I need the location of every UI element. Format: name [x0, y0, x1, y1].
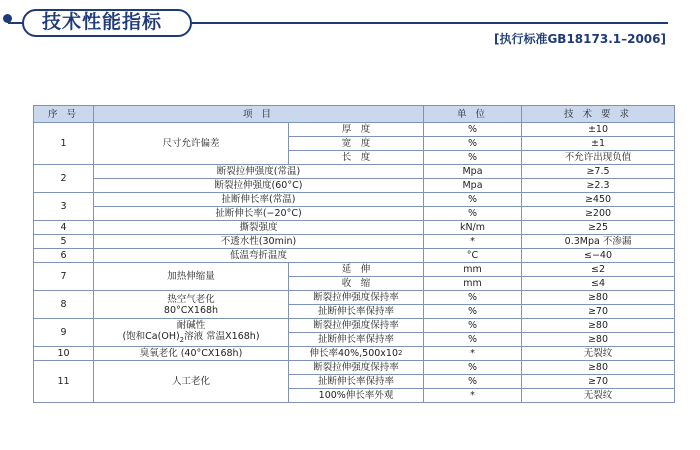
unit-cell: Mpa — [424, 179, 522, 193]
item-cell: 不透水性(30min) — [94, 235, 424, 249]
table-row — [34, 179, 675, 193]
item-cell: 撕裂强度 — [94, 221, 424, 235]
sub-item: 厚 度 — [289, 123, 424, 137]
requirement-cell: ≥80 — [522, 291, 675, 305]
requirement-cell: ≤2 — [522, 263, 675, 277]
sub-item-text: 伸长率40%,500x10 — [309, 348, 398, 359]
requirement-cell: ≥80 — [522, 361, 675, 375]
requirement-cell: ≥70 — [522, 375, 675, 389]
item-group-line: 热空气老化 — [167, 293, 215, 305]
requirement-cell: ≥80 — [522, 333, 675, 347]
unit-cell: % — [424, 375, 522, 389]
row-number: 11 — [34, 361, 94, 403]
table-row — [34, 123, 675, 137]
item-group: 加热伸缩量 — [94, 263, 289, 291]
item-cell: 低温弯折温度 — [94, 249, 424, 263]
table-row — [34, 235, 675, 249]
col-header-unit: 单 位 — [424, 106, 522, 123]
table-row — [34, 291, 675, 305]
requirement-cell: 无裂纹 — [522, 347, 675, 361]
col-header-requirement: 技 术 要 求 — [522, 106, 675, 123]
table-row — [34, 193, 675, 207]
requirement-cell: ±10 — [522, 123, 675, 137]
condition-text: 溶液 常温X168h) — [184, 330, 260, 342]
requirement-cell: ≤−40 — [522, 249, 675, 263]
row-number: 2 — [34, 165, 94, 193]
sub-item: 收 缩 — [289, 277, 424, 291]
table-header-row — [34, 106, 675, 123]
requirement-cell: 0.3Mpa 不渗漏 — [522, 235, 675, 249]
table-row — [34, 221, 675, 235]
col-header-item: 项 目 — [94, 106, 424, 123]
sub-item: 宽 度 — [289, 137, 424, 151]
row-number: 4 — [34, 221, 94, 235]
sub-item: 断裂拉伸强度保持率 — [289, 319, 424, 333]
table-row — [34, 263, 675, 277]
item-group-condition: 80°CX168h — [163, 304, 219, 316]
row-number: 9 — [34, 319, 94, 347]
row-number: 5 — [34, 235, 94, 249]
subscript: 2 — [179, 335, 185, 344]
item-group: 臭氧老化 (40°CX168h) — [94, 347, 289, 361]
requirement-cell: 无裂纹 — [522, 389, 675, 403]
item-group — [94, 291, 289, 319]
row-number: 8 — [34, 291, 94, 319]
sub-item: 断裂拉伸强度保持率 — [289, 291, 424, 305]
item-cell: 断裂拉伸强度(常温) — [94, 165, 424, 179]
spec-table — [33, 105, 675, 403]
standard-reference: [执行标准GB18173.1–2006] — [493, 32, 666, 46]
unit-cell: Mpa — [424, 165, 522, 179]
item-group — [94, 319, 289, 347]
unit-cell: * — [424, 389, 522, 403]
bullet-dot-icon — [3, 14, 12, 23]
row-number: 10 — [34, 347, 94, 361]
unit-cell: * — [424, 347, 522, 361]
requirement-cell: ≥7.5 — [522, 165, 675, 179]
row-number: 1 — [34, 123, 94, 165]
table-row — [34, 249, 675, 263]
unit-cell: mm — [424, 263, 522, 277]
table-row — [34, 319, 675, 333]
unit-cell: % — [424, 123, 522, 137]
unit-cell: °C — [424, 249, 522, 263]
requirement-cell: ±1 — [522, 137, 675, 151]
row-number: 6 — [34, 249, 94, 263]
unit-cell: % — [424, 207, 522, 221]
sub-item: 扯断伸长率保持率 — [289, 375, 424, 389]
item-cell: 扯断伸长率(−20°C) — [94, 207, 424, 221]
requirement-cell: 不允许出现负值 — [522, 151, 675, 165]
sub-item — [289, 347, 424, 361]
col-header-no: 序 号 — [34, 106, 94, 123]
table-row — [34, 347, 675, 361]
requirement-cell: ≥80 — [522, 319, 675, 333]
item-group-condition — [97, 331, 285, 346]
sub-item: 延 伸 — [289, 263, 424, 277]
sub-item: 扯断伸长率保持率 — [289, 333, 424, 347]
unit-cell: % — [424, 361, 522, 375]
item-group: 尺寸允许偏差 — [94, 123, 289, 165]
requirement-cell: ≥70 — [522, 305, 675, 319]
unit-cell: % — [424, 193, 522, 207]
unit-cell: % — [424, 291, 522, 305]
sub-item: 断裂拉伸强度保持率 — [289, 361, 424, 375]
row-number: 7 — [34, 263, 94, 291]
superscript: 2 — [398, 349, 403, 357]
table-row — [34, 207, 675, 221]
unit-cell: % — [424, 305, 522, 319]
row-number: 3 — [34, 193, 94, 221]
unit-cell: % — [424, 319, 522, 333]
requirement-cell: ≥25 — [522, 221, 675, 235]
table-row — [34, 165, 675, 179]
sub-item: 100%伸长率外观 — [289, 389, 424, 403]
item-cell: 扯断伸长率(常温) — [94, 193, 424, 207]
unit-cell: % — [424, 333, 522, 347]
unit-cell: * — [424, 235, 522, 249]
unit-cell: kN/m — [424, 221, 522, 235]
item-cell: 断裂拉伸强度(60°C) — [94, 179, 424, 193]
table-row — [34, 361, 675, 375]
condition-text: (饱和Ca(OH) — [122, 330, 180, 342]
unit-cell: % — [424, 151, 522, 165]
sub-item: 长 度 — [289, 151, 424, 165]
sub-item: 扯断伸长率保持率 — [289, 305, 424, 319]
requirement-cell: ≥2.3 — [522, 179, 675, 193]
section-title: 技术性能指标 — [42, 11, 163, 33]
requirement-cell: ≥450 — [522, 193, 675, 207]
unit-cell: mm — [424, 277, 522, 291]
unit-cell: % — [424, 137, 522, 151]
item-group: 人工老化 — [94, 361, 289, 403]
item-group-line: 耐碱性 — [176, 319, 206, 331]
requirement-cell: ≤4 — [522, 277, 675, 291]
requirement-cell: ≥200 — [522, 207, 675, 221]
